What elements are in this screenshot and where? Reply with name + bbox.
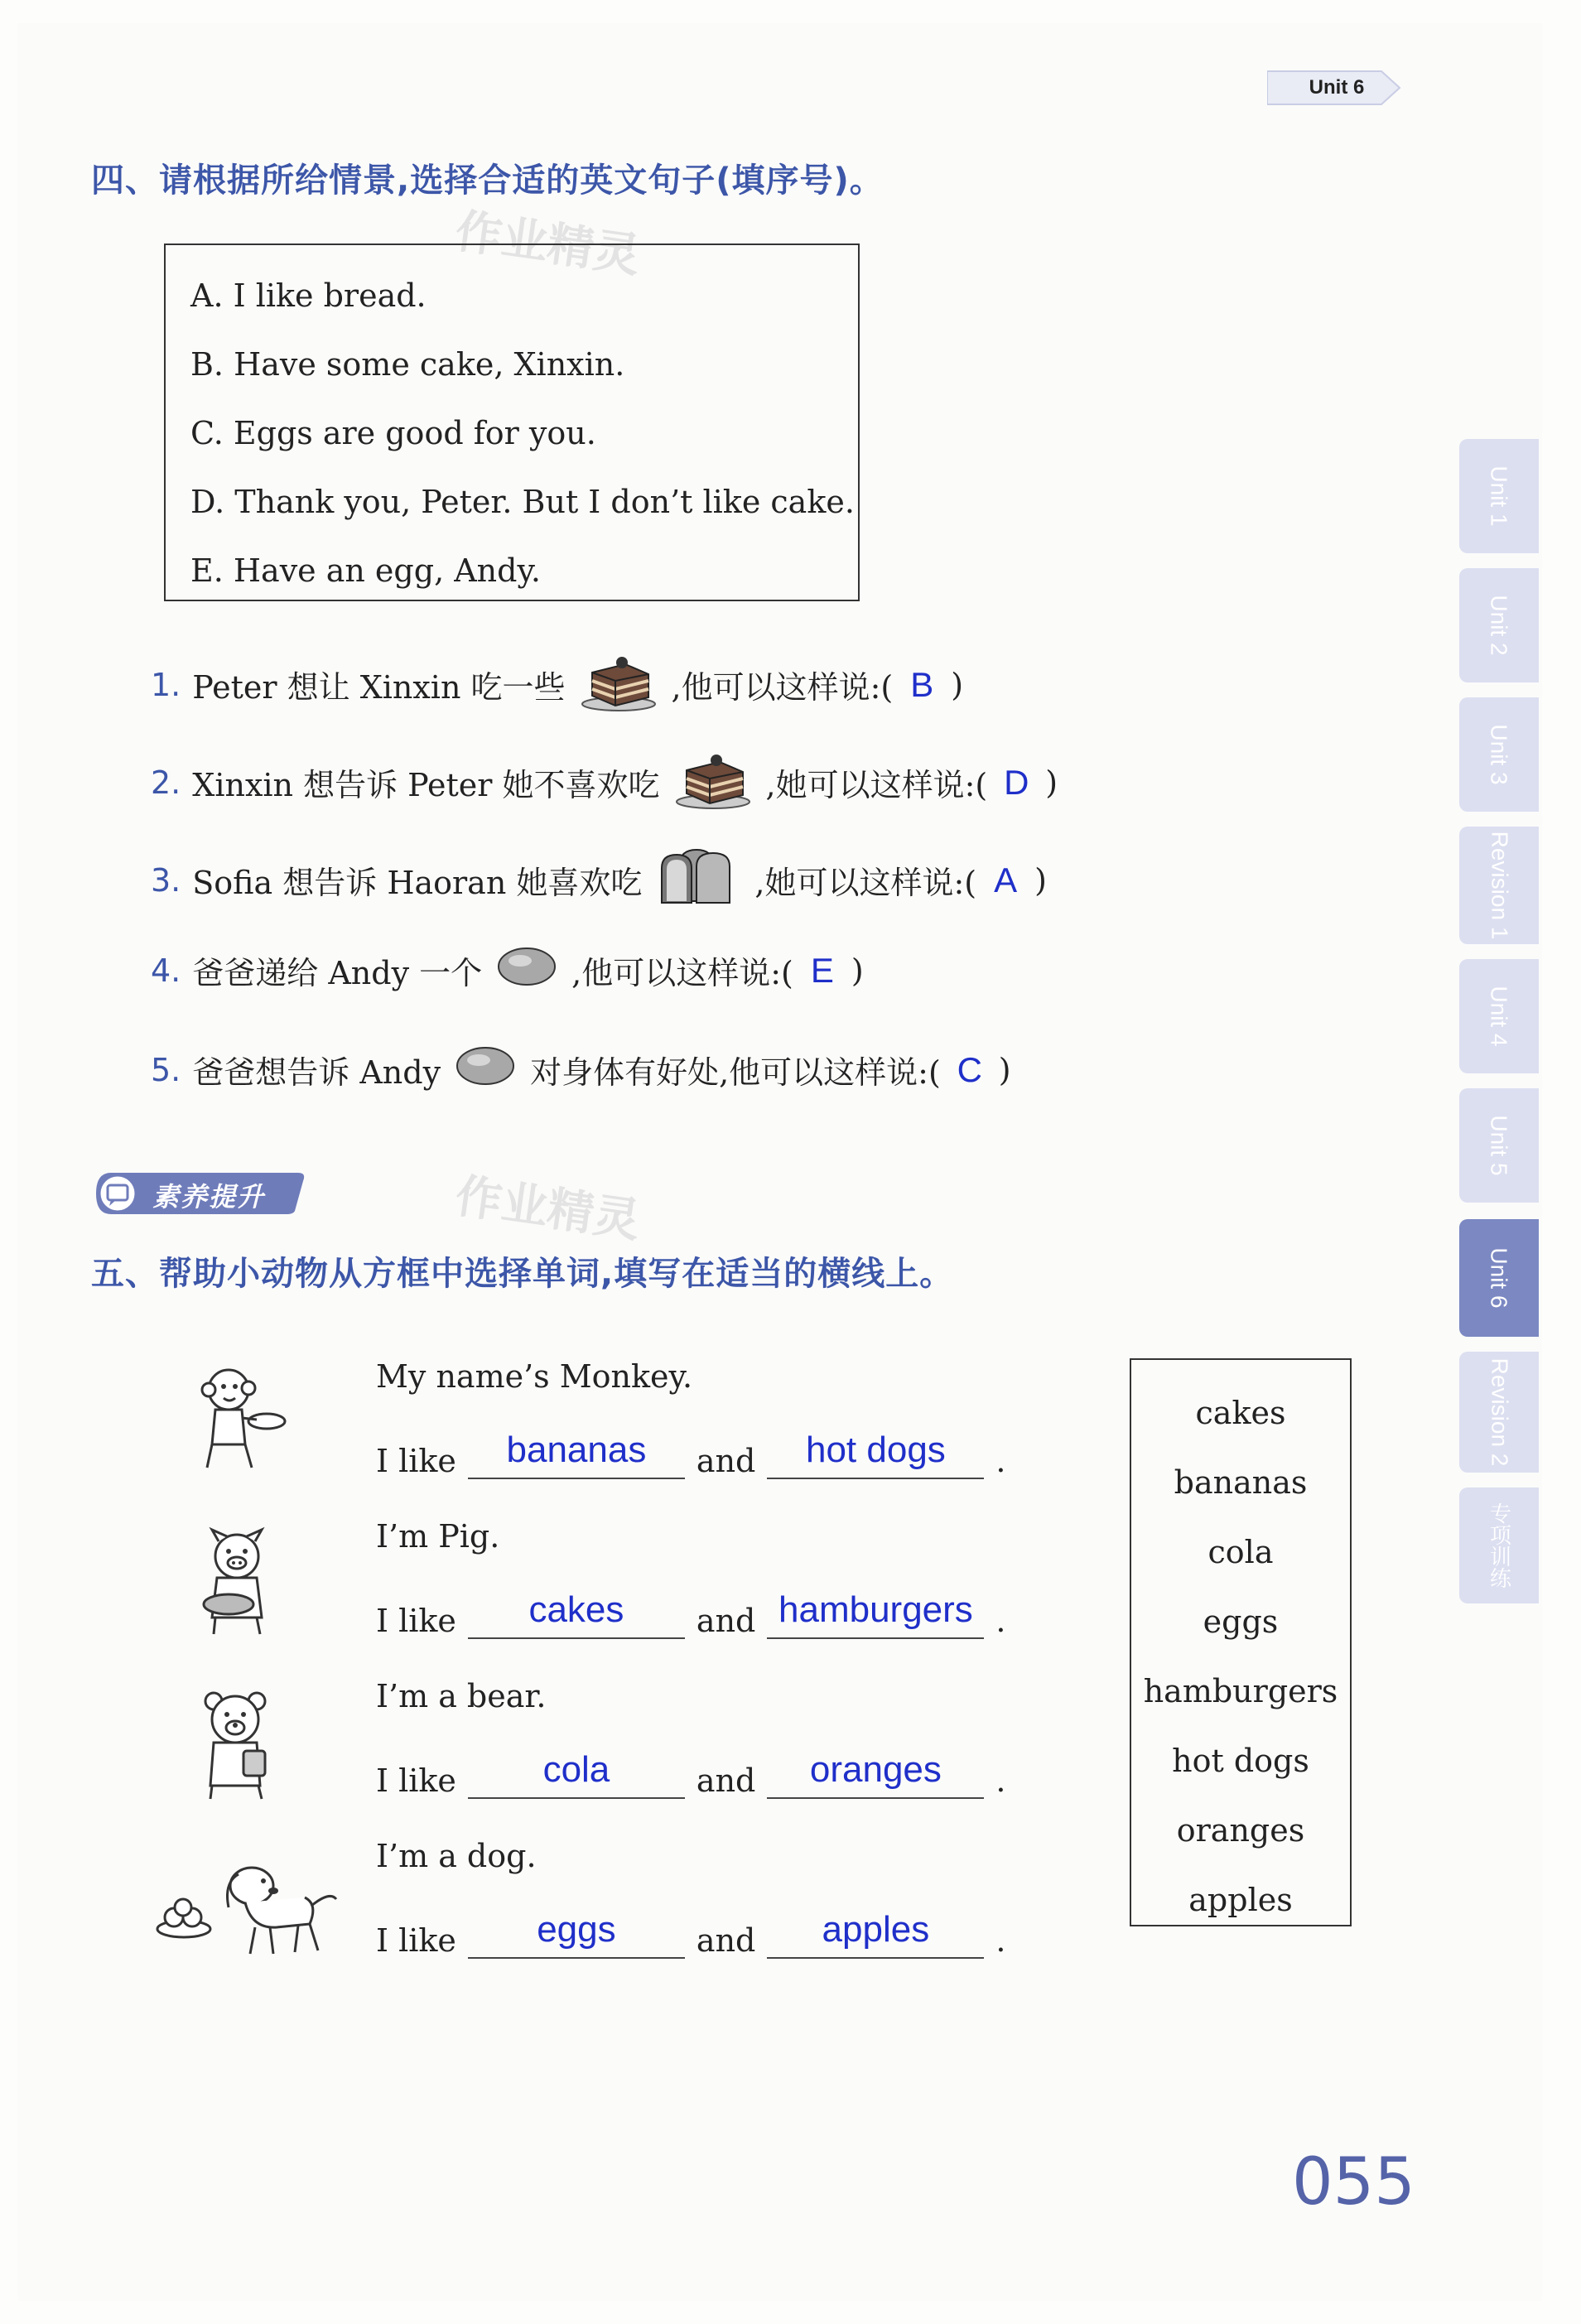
close-paren: ) — [998, 1051, 1011, 1088]
blank-answer: cola — [542, 1749, 610, 1790]
blank-2[interactable] — [767, 1430, 984, 1479]
question-number: 2. — [151, 764, 181, 801]
tab-label: 专项训练 — [1486, 1502, 1511, 1589]
option-a: A. I like bread. — [190, 277, 427, 314]
egg-icon — [454, 1044, 517, 1096]
question-number: 4. — [151, 952, 181, 989]
period: . — [995, 1762, 1006, 1799]
like-prefix: I like — [376, 1922, 456, 1959]
blank-answer: bananas — [506, 1430, 647, 1470]
section4-title: 四、请根据所给情景,选择合适的英文句子(填序号)。 — [91, 162, 884, 200]
bread-icon — [655, 843, 741, 917]
blank-2[interactable] — [767, 1909, 984, 1959]
cake-icon — [579, 648, 658, 721]
close-paren: ) — [1034, 861, 1047, 899]
intro-text: I’m a dog. — [376, 1838, 537, 1874]
animal-row-pig — [157, 1518, 1035, 1675]
joiner: and — [696, 1443, 756, 1479]
blank-answer: apples — [822, 1909, 930, 1950]
tab-unit-6[interactable] — [1459, 1219, 1539, 1337]
period: . — [995, 1922, 1006, 1959]
tab-label: Unit 5 — [1487, 1115, 1512, 1176]
period: . — [995, 1443, 1006, 1479]
like-sentence — [376, 1909, 1006, 1959]
tab-label: Revision 1 — [1487, 831, 1513, 940]
question-text-after: 对身体有好处,他可以这样说:( — [530, 1054, 941, 1091]
question-4 — [151, 944, 864, 996]
answer-3: A — [994, 860, 1018, 899]
blank-2[interactable] — [767, 1589, 984, 1639]
tab-label: Unit 6 — [1487, 1247, 1512, 1309]
question-number: 3. — [151, 861, 181, 899]
word-item: eggs — [1203, 1603, 1279, 1640]
question-text-after: ,他可以这样说:( — [571, 955, 793, 991]
question-text-after: ,她可以这样说:( — [765, 767, 988, 803]
tab-label: Unit 2 — [1487, 595, 1512, 656]
close-paren: ) — [851, 952, 864, 989]
question-text: Peter 想让 Xinxin 吃一些 — [192, 669, 566, 706]
blank-answer: eggs — [537, 1909, 616, 1950]
question-number: 1. — [151, 666, 181, 703]
option-c: C. Eggs are good for you. — [190, 415, 596, 451]
tab-unit-2[interactable] — [1459, 568, 1539, 682]
like-prefix: I like — [376, 1443, 456, 1479]
intro-text: My name’s Monkey. — [376, 1358, 693, 1395]
question-text: Sofia 想告诉 Haoran 她喜欢吃 — [192, 865, 643, 901]
question-2 — [151, 745, 1058, 819]
tab-unit-5[interactable] — [1459, 1088, 1539, 1203]
monkey-icon — [190, 1363, 290, 1483]
blank-answer: hamburgers — [778, 1589, 973, 1630]
question-text: 爸爸递给 Andy 一个 — [192, 955, 483, 991]
question-5 — [151, 1044, 1011, 1096]
cake-icon — [673, 745, 753, 819]
like-prefix: I like — [376, 1762, 456, 1799]
tab-unit-3[interactable] — [1459, 697, 1539, 812]
answer-2: D — [1004, 762, 1029, 802]
animal-row-bear — [157, 1678, 1035, 1835]
tab-unit-1[interactable] — [1459, 439, 1539, 553]
question-text: 爸爸想告诉 Andy — [192, 1054, 441, 1091]
question-text: Xinxin 想告诉 Peter 她不喜欢吃 — [192, 767, 660, 803]
question-text-after: ,她可以这样说:( — [754, 865, 977, 901]
watermark: 作业精灵 — [451, 1169, 643, 1249]
tab-revision-2[interactable] — [1459, 1352, 1539, 1473]
unit-label: Unit 6 — [1309, 76, 1365, 99]
like-sentence — [376, 1589, 1006, 1639]
blank-answer: hot dogs — [805, 1430, 946, 1470]
animal-row-dog — [157, 1838, 1035, 1995]
tab-label: Unit 1 — [1487, 465, 1512, 527]
egg-icon — [495, 944, 558, 996]
period: . — [995, 1603, 1006, 1639]
word-item: hamburgers — [1143, 1673, 1338, 1709]
question-1 — [151, 648, 963, 721]
tab-special-training[interactable] — [1459, 1487, 1539, 1603]
intro-text: I’m a bear. — [376, 1678, 547, 1714]
dog-icon — [152, 1854, 343, 1965]
option-b: B. Have some cake, Xinxin. — [190, 346, 625, 383]
word-item: apples — [1188, 1882, 1293, 1918]
watermark: 作业精灵 — [451, 204, 643, 284]
word-item: hot dogs — [1172, 1743, 1309, 1779]
question-number: 5. — [151, 1051, 181, 1088]
blank-answer: oranges — [809, 1749, 942, 1790]
option-d: D. Thank you, Peter. But I don’t like cake. — [190, 484, 855, 520]
like-prefix: I like — [376, 1603, 456, 1639]
option-e: E. Have an egg, Andy. — [190, 552, 541, 589]
blank-1[interactable] — [468, 1749, 685, 1799]
tab-label: Unit 4 — [1487, 986, 1512, 1047]
animal-row-monkey — [157, 1358, 1035, 1516]
unit-banner — [1267, 66, 1406, 109]
answer-1: B — [910, 664, 934, 704]
close-paren: ) — [951, 666, 964, 703]
tab-unit-4[interactable] — [1459, 959, 1539, 1073]
blank-1[interactable] — [468, 1909, 685, 1959]
joiner: and — [696, 1762, 756, 1799]
options-box — [164, 243, 860, 601]
intro-text: I’m Pig. — [376, 1518, 500, 1555]
tab-label: Unit 3 — [1487, 724, 1512, 785]
pig-icon — [190, 1526, 290, 1646]
word-item: cakes — [1195, 1395, 1286, 1431]
badge-label: 素养提升 — [152, 1181, 266, 1213]
blank-2[interactable] — [767, 1749, 984, 1799]
blank-1[interactable] — [468, 1430, 685, 1479]
blank-answer: cakes — [528, 1589, 624, 1630]
tab-revision-1[interactable] — [1459, 827, 1539, 944]
word-item: cola — [1207, 1534, 1274, 1570]
word-box — [1130, 1358, 1352, 1926]
question-text-after: ,他可以这样说:( — [671, 669, 894, 706]
close-paren: ) — [1045, 764, 1058, 801]
word-item: bananas — [1174, 1464, 1308, 1501]
joiner: and — [696, 1603, 756, 1639]
like-sentence — [376, 1749, 1006, 1799]
answer-4: E — [810, 950, 834, 990]
question-3 — [151, 843, 1047, 917]
section5-title: 五、帮助小动物从方框中选择单词,填写在适当的横线上。 — [91, 1255, 954, 1293]
page-number: 055 — [1292, 2145, 1415, 2220]
tab-label: Revision 2 — [1487, 1357, 1513, 1467]
like-sentence — [376, 1430, 1006, 1479]
word-item: oranges — [1176, 1812, 1305, 1849]
blank-1[interactable] — [468, 1589, 685, 1639]
answer-5: C — [957, 1049, 982, 1089]
joiner: and — [696, 1922, 756, 1959]
section-badge — [93, 1169, 310, 1217]
bear-icon — [194, 1688, 285, 1807]
